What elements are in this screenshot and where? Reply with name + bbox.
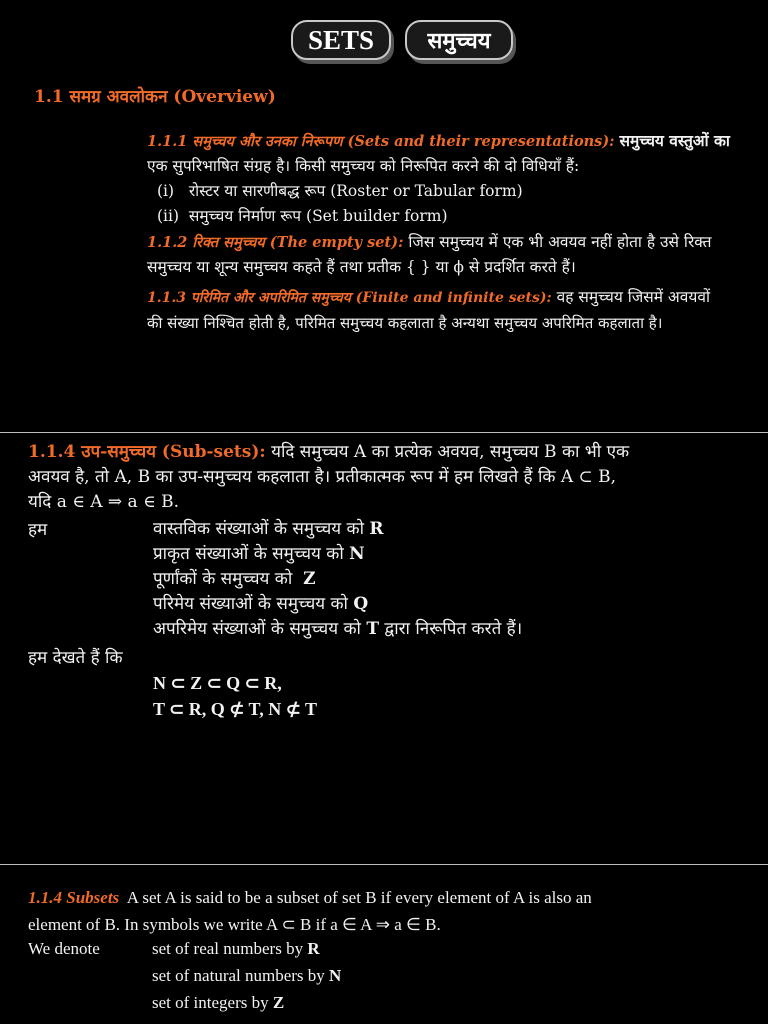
divider-top [0,432,768,433]
section-1-1-4-english-line1: A set A is said to be a subset of set B if every element of A is also an [126,888,592,907]
title-hindi: समुच्चय [427,28,491,54]
denote-suffix: द्वारा निरूपित करते हैं। [384,619,523,639]
denote-list-english [152,935,341,1016]
relations-block [153,670,317,722]
denote-word-english: We denote [28,939,100,958]
denote-row-natural [153,542,522,567]
denote-row-real-en [152,935,341,962]
section-1-1-4-english [28,884,592,938]
denote-symbol: T [366,619,380,639]
section-1-1-3-line1: वह समुच्चय जिसमें अवयवों [556,288,711,306]
observe-text-hindi: हम देखते हैं कि [28,648,123,668]
denote-symbol: Z [303,569,316,589]
section-1-1-2 [147,230,711,280]
denote-text: set of real numbers by [152,939,304,958]
denote-text: set of integers by [152,993,269,1012]
denote-row-integers [153,567,522,592]
section-1-1-4-english-label: 1.1.4 Subsets [28,888,120,907]
section-1-1-1-label: 1.1.1 समुच्चय और उनका निरूपण (Sets and their representations): [147,133,615,150]
divider-bottom [0,864,768,865]
denote-row-real [153,517,522,542]
section-1-1-4-hindi-line3: यदि a ∈ A ⇒ a ∈ B. [28,492,179,512]
denote-row-natural-en [152,962,341,989]
denote-symbol: Q [353,594,369,614]
denote-symbol: N [329,966,342,985]
denote-list-hindi [153,517,522,642]
denote-text: पूर्णांकों के समुच्चय को [153,569,293,589]
denote-symbol: R [369,519,384,539]
section-1-1-2-label: 1.1.2 रिक्त समुच्चय (The empty set): [147,234,404,251]
section-1-1-4-hindi-line1: यदि समुच्चय A का प्रत्येक अवयव, समुच्चय B का भी एक [271,442,630,462]
list-item-roster: (i) रोस्टर या सारणीबद्ध रूप (Roster or Tabular form) [157,182,523,200]
relation-notsubset: T ⊂ R, Q ⊄ T, N ⊄ T [153,699,317,719]
denote-text: परिमेय संख्याओं के समुच्चय को [153,594,348,614]
section-1-1-2-line2: समुच्चय या शून्य समुच्चय कहते हैं तथा प्रतीक { } या ϕ से प्रदर्शित करते हैं। [147,258,576,276]
section-1-1-4-hindi [28,440,629,515]
section-1-1-3-line2: की संख्या निश्चित होती है, परिमित समुच्चय कहलाता है अन्यथा समुच्चय अपरिमित कहलाता है। [147,314,663,332]
section-1-1-4-hindi-label: 1.1.4 उप-समुच्चय (Sub-sets): [28,442,266,462]
denote-text: वास्तविक संख्याओं के समुच्चय को [153,519,364,539]
denote-row-integers-en [152,989,341,1016]
denote-row-rational [153,592,522,617]
section-1-1-3-label: 1.1.3 परिमित और अपरिमित समुच्चय (Finite and infinite sets): [147,290,552,306]
title-badge-hindi [405,20,513,60]
denote-row-irrational [153,617,522,642]
relation-chain: N ⊂ Z ⊂ Q ⊂ R, [153,673,282,693]
section-1-1-4-english-line2: element of B. In symbols we write A ⊂ B if a ∈ A ⇒ a ∈ B. [28,915,441,934]
section-1-1-1 [147,128,730,229]
title-english: SETS [307,24,375,55]
section-1-1-1-line1: समुच्चय वस्तुओं का [619,131,730,150]
denote-text: अपरिमेय संख्याओं के समुच्चय को [153,619,361,639]
denote-symbol: Z [272,993,285,1012]
denote-symbol: N [349,544,365,564]
denote-word-hindi: हम [28,520,48,540]
section-1-1-1-line2: एक सुपरिभाषित संग्रह है। किसी समुच्चय को निरूपित करने की दो विधियाँ हैं: [147,157,580,175]
list-item-set-builder: (ii) समुच्चय निर्माण रूप (Set builder form) [157,207,448,225]
overview-heading: 1.1 समग्र अवलोकन (Overview) [34,87,276,107]
denote-symbol: R [307,939,320,958]
section-1-1-4-hindi-line2: अवयव है, तो A, B का उप-समुच्चय कहलाता है। प्रतीकात्मक रूप में हम लिखते हैं कि A ⊂ B, [28,467,617,487]
denote-text: प्राकृत संख्याओं के समुच्चय को [153,544,344,564]
title-badge-english [291,20,391,60]
denote-text: set of natural numbers by [152,966,325,985]
section-1-1-2-line1: जिस समुच्चय में एक भी अवयव नहीं होता है उसे रिक्त [408,233,712,251]
section-1-1-3 [147,285,710,336]
